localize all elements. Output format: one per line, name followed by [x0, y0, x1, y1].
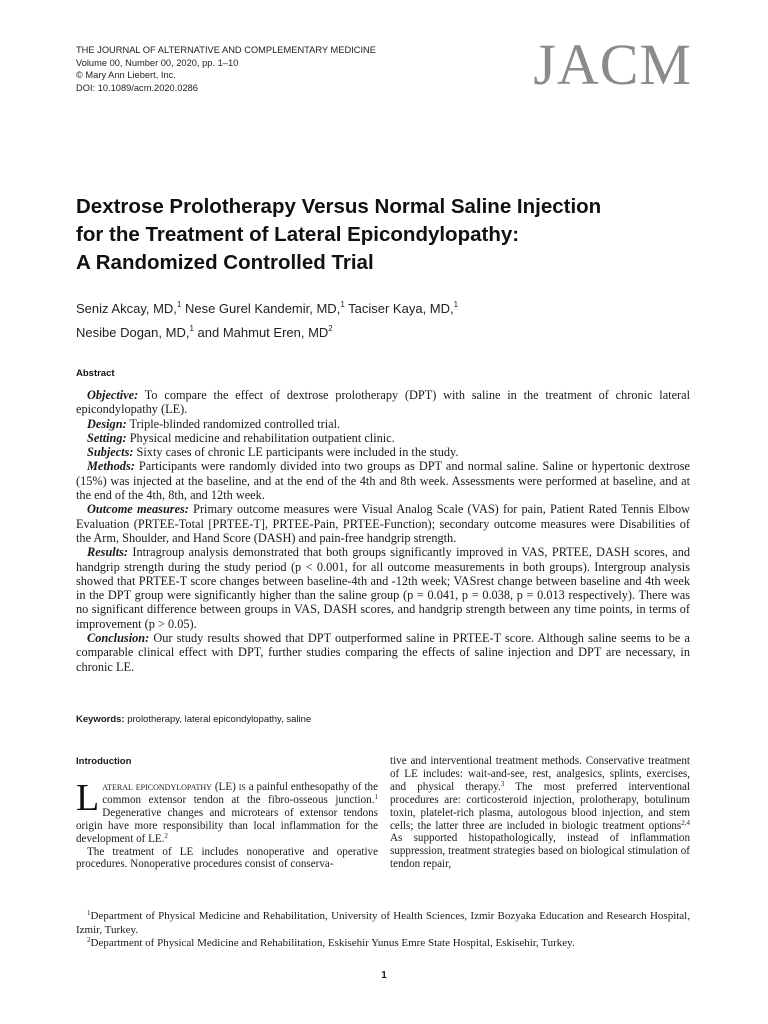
- body-text: is: [238, 781, 246, 793]
- journal-copyright: © Mary Ann Liebert, Inc.: [76, 70, 176, 80]
- affiliation-footnotes: [76, 910, 690, 951]
- title-line-1: Dextrose Prolotherapy Versus Normal Saline Injection: [76, 195, 602, 218]
- keywords-label: Keywords:: [76, 714, 125, 725]
- drop-cap: L: [76, 777, 100, 819]
- abstract-label: Subjects:: [87, 445, 134, 460]
- keywords: [76, 714, 311, 725]
- affiliation-sup: 1: [176, 300, 182, 309]
- abstract-label: Design:: [87, 416, 127, 431]
- author-name: Nesibe Dogan, MD,: [76, 325, 190, 340]
- abstract-text: Participants were randomly divided into two groups as DPT and normal saline. Saline or hypertonic dextrose (15%) was injected at the baseline, and at the end of the 4th and 8th week. Assessments were performed at baseline, and at the end of the 4th, 8th, and 12th week.: [76, 459, 690, 503]
- footnote-text: Department of Physical Medicine and Rehabilitation, Eskisehir Yunus Emre State Hospital, Eskisehir, Turkey.: [90, 937, 575, 949]
- body-column-left: [76, 777, 379, 871]
- author-name: and Mahmut Eren, MD: [193, 325, 329, 340]
- abstract-text: Triple-blinded randomized controlled trial.: [126, 416, 341, 431]
- abstract-methods: [76, 459, 690, 502]
- body-text: As supported histopathologically, instead of inflammation suppression, treatment strategies based on biological stimulation of tendon repair,: [390, 832, 690, 871]
- abstract-text: To compare the effect of dextrose prolotherapy (DPT) with saline in the treatment of chronic lateral epicondylopathy (LE).: [76, 388, 690, 417]
- footnote-1: [76, 910, 690, 937]
- journal-name: THE JOURNAL OF ALTERNATIVE AND COMPLEMENTARY MEDICINE: [76, 45, 376, 55]
- author-list: [76, 297, 458, 345]
- abstract-text: Primary outcome measures were Visual Analog Scale (VAS) for pain, Patient Rated Tennis Elbow Evaluation (PRTEE-Total [PRTEE-T], PRTEE-Pain, PRTEE-Function); secondary outcome measures were Disabilities of the Arm, Shoulder, and Hand Score (DASH) and pain-free handgrip strength.: [76, 502, 690, 545]
- journal-header: [76, 44, 376, 94]
- abstract-heading: Abstract: [76, 368, 115, 379]
- abstract-text: Physical medicine and rehabilitation outpatient clinic.: [126, 430, 395, 445]
- author-line-2: [76, 321, 458, 345]
- author-name: Seniz Akcay, MD,: [76, 301, 177, 316]
- affiliation-sup: 1: [189, 324, 194, 333]
- author-name: Nese Gurel Kandemir, MD,: [181, 301, 341, 316]
- footnote-sup: 1: [87, 909, 91, 917]
- abstract-setting: [76, 431, 690, 445]
- citation-sup: 2: [164, 831, 168, 840]
- author-name: Taciser Kaya, MD,: [344, 301, 454, 316]
- introduction-heading: Introduction: [76, 756, 132, 767]
- keywords-text: prolotherapy, lateral epicondylopathy, saline: [124, 714, 312, 725]
- abstract-body: [76, 388, 690, 674]
- abstract-objective: [76, 388, 690, 417]
- abstract-text: Sixty cases of chronic LE participants were included in the study.: [133, 445, 459, 460]
- page-number: 1: [381, 970, 387, 981]
- title-line-2: for the Treatment of Lateral Epicondylopathy:: [76, 223, 520, 246]
- author-line-1: [76, 297, 458, 321]
- intro-paragraph-2-cont: [390, 755, 690, 871]
- abstract-label: Conclusion:: [87, 631, 150, 646]
- affiliation-sup: 1: [453, 300, 459, 309]
- abstract-subjects: [76, 445, 690, 459]
- abstract-label: Setting:: [87, 430, 127, 445]
- lead-smallcaps: ateral epicondylopathy: [102, 781, 212, 793]
- citation-sup: 1: [374, 792, 378, 801]
- abstract-text: Intragroup analysis demonstrated that both groups significantly improved in VAS, PRTEE, DASH scores, and handgrip strength during the study period (p < 0.001, for all outcome measurements in both groups). Intergroup analysis showed that PRTEE-T score changes between baseline-4th and -12th week; VASrest change between baseline and 4th week in the DPT group were significantly higher than the saline group (p = 0.041, p = 0.038, p = 0.013 respectively). There was no significant difference between groups in VAS, DASH scores, and handgrip strength between any time points, in terms of improvement (p > 0.05).: [76, 545, 690, 631]
- abstract-label: Methods:: [87, 459, 135, 474]
- abstract-label: Outcome measures:: [87, 502, 189, 517]
- body-text: a painful enthesopathy of the common extensor tendon at the fibro-osseous junction.: [102, 781, 379, 806]
- affiliation-sup: 2: [328, 324, 333, 333]
- abstract-design: [76, 417, 690, 431]
- footnote-2: [76, 937, 690, 951]
- body-text: (LE): [211, 781, 239, 793]
- abstract-text: Our study results showed that DPT outperformed saline in PRTEE-T score. Although saline seems to be a comparable clinical effect with DPT, further studies comparing the effects of saline injection and DPT are necessary, in chronic LE.: [76, 631, 690, 674]
- footnote-sup: 2: [87, 936, 91, 944]
- citation-sup: 3: [500, 779, 505, 788]
- body-text: tive and interventional treatment methods. Conservative treatment of LE includes: wait-and-see, rest, analgesics, splints, exercises, and physical therapy.: [390, 755, 690, 793]
- body-text: Degenerative changes and microtears of extensor tendons origin have more responsibility than local inflammation for the development of LE.: [76, 806, 378, 845]
- abstract-label: Results:: [87, 545, 128, 560]
- article-title: [76, 193, 696, 277]
- title-line-3: A Randomized Controlled Trial: [76, 251, 374, 274]
- citation-sup: 2,4: [681, 818, 690, 827]
- abstract-outcome: [76, 502, 690, 545]
- body-text: The most preferred interventional procedures are: corticosteroid injection, prolotherapy, botulinum toxin, platelet-rich plasma, autologous blood injection, and stem cells; the latter three are included in biologic treatment options: [390, 780, 690, 832]
- journal-doi: DOI: 10.1089/acm.2020.0286: [76, 82, 198, 93]
- journal-volume: Volume 00, Number 00, 2020, pp. 1–10: [76, 57, 239, 68]
- journal-logo: JACM: [533, 32, 692, 97]
- abstract-conclusion: [76, 631, 690, 674]
- affiliation-sup: 1: [340, 300, 345, 309]
- body-column-right: [390, 755, 690, 871]
- intro-paragraph-2: The treatment of LE includes nonoperative and operative procedures. Nonoperative procedures consist of conserva-: [76, 845, 378, 871]
- abstract-label: Objective:: [87, 388, 139, 402]
- intro-paragraph-1: [76, 777, 379, 846]
- footnote-text: Department of Physical Medicine and Rehabilitation, University of Health Sciences, Izmir Bozyaka Education and Research Hospital, Izmir, Turkey.: [76, 910, 690, 936]
- abstract-results: [76, 545, 690, 631]
